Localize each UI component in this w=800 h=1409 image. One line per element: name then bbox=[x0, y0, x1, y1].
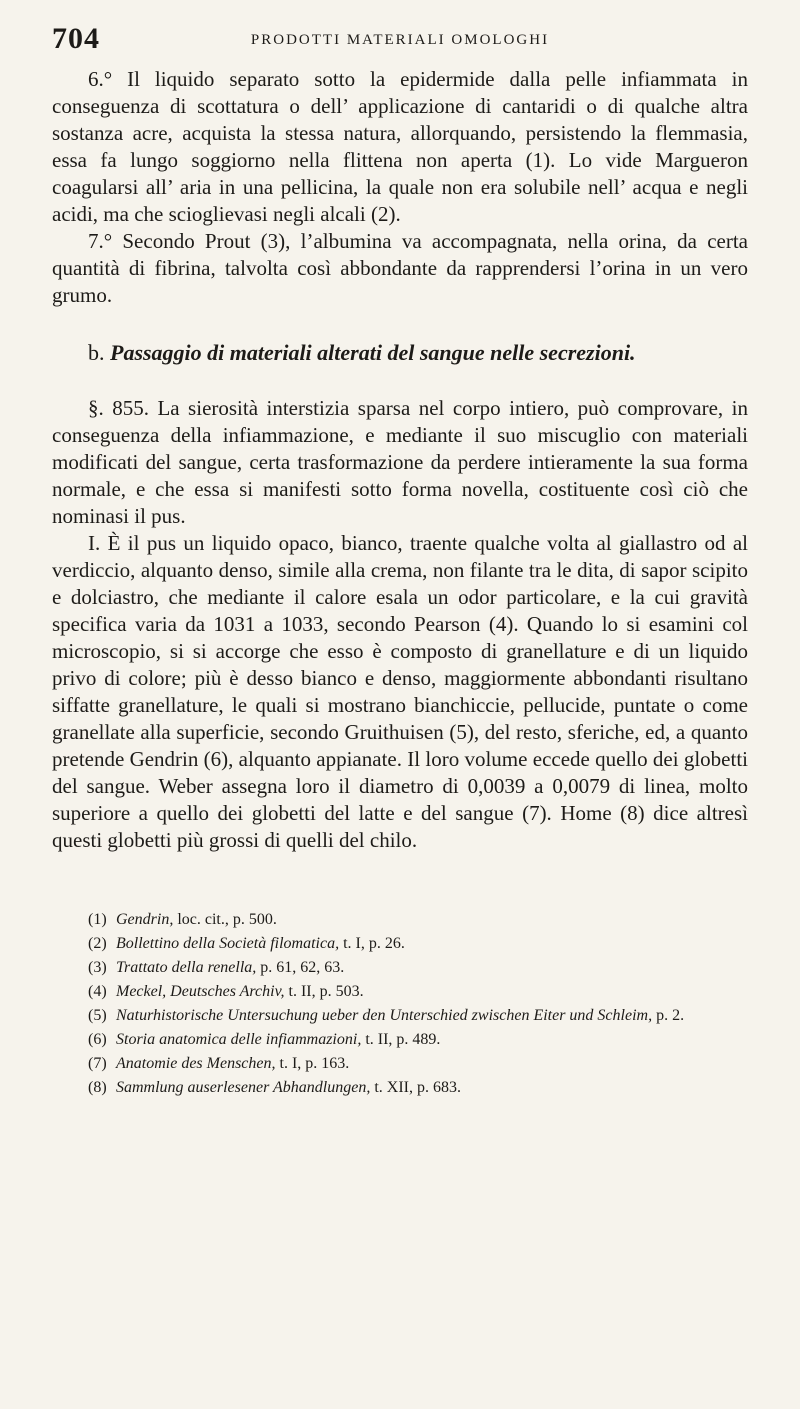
footnote-source: Meckel, Deutsches Archiv, bbox=[116, 983, 285, 1000]
footnote bbox=[88, 1028, 748, 1052]
footnote-reference: loc. cit., p. 500. bbox=[173, 911, 277, 928]
footnote-source: Anatomie des Menschen, bbox=[116, 1055, 276, 1072]
footnotes bbox=[52, 908, 748, 1100]
footnote bbox=[88, 956, 748, 980]
footnote-number: (4) bbox=[88, 983, 107, 1000]
footnote-source: Bollettino della Società filomatica, bbox=[116, 935, 340, 952]
footnote-number: (3) bbox=[88, 959, 107, 976]
footnote-reference: t. I, p. 163. bbox=[275, 1055, 350, 1072]
footnote-reference: p. 61, 62, 63. bbox=[256, 959, 345, 976]
footnote-number: (8) bbox=[88, 1079, 107, 1096]
footnote bbox=[88, 980, 748, 1004]
footnote-reference: t. XII, p. 683. bbox=[370, 1079, 461, 1096]
footnote-reference: p. 2. bbox=[652, 1007, 685, 1024]
page-number: 704 bbox=[52, 22, 100, 55]
footnote-source: Trattato della renella, bbox=[116, 959, 257, 976]
footnote-number: (2) bbox=[88, 935, 107, 952]
footnote bbox=[88, 908, 748, 932]
section-heading bbox=[52, 339, 748, 367]
footnote-reference: t. II, p. 489. bbox=[361, 1031, 441, 1048]
footnote-reference: t. I, p. 26. bbox=[339, 935, 405, 952]
footnote-number: (7) bbox=[88, 1055, 107, 1072]
footnote-source: Naturhistorische Untersuchung ueber den Unterschied zwischen Eiter und Schleim, bbox=[116, 1007, 653, 1024]
running-title: PRODOTTI MATERIALI OMOLOGHI bbox=[250, 32, 550, 48]
footnote-source: Storia anatomica delle infiammazioni, bbox=[116, 1031, 362, 1048]
paragraph-855: §. 855. La sierosità interstizia sparsa nel corpo intiero, può comprovare, in conseguenza della infiammazione, e mediante il suo miscuglio con materiali modificati del sangue, certa trasformazione da perdere intieramente la sua forma normale, e che essa si manifesti sotto forma novella, costituente così ciò che nominasi il pus. bbox=[52, 396, 748, 528]
footnote bbox=[88, 1004, 748, 1028]
paragraph-6: 6.° Il liquido separato sotto la epidermide dalla pelle infiammata in conseguenza di scottatura o dell’ applicazione di cantaridi o di qualche altra sostanza acre, acquista la stessa natura, allorquando, persistendo la flemmasia, essa fa lungo soggiorno nella flittena non aperta (1). Lo vide Margueron coagularsi all’ aria in una pellicina, la quale non era solubile nell’ acqua e negli acidi, ma che scioglievasi negli alcali (2). bbox=[52, 67, 748, 226]
footnote bbox=[88, 1052, 748, 1076]
footnote-reference: t. II, p. 503. bbox=[284, 983, 364, 1000]
main-text bbox=[52, 66, 748, 309]
footnote-number: (1) bbox=[88, 911, 107, 928]
page-header bbox=[52, 22, 748, 66]
footnote-number: (5) bbox=[88, 1007, 107, 1024]
footnote-source: Sammlung auserlesener Abhandlungen, bbox=[116, 1079, 371, 1096]
footnote bbox=[88, 1076, 748, 1100]
section-title: Passaggio di materiali alterati del sangue nelle secrezioni. bbox=[110, 340, 636, 365]
footnote-number: (6) bbox=[88, 1031, 107, 1048]
footnote bbox=[88, 932, 748, 956]
section-label: b. bbox=[88, 340, 105, 365]
paragraph-7: 7.° Secondo Prout (3), l’albumina va accompagnata, nella orina, da certa quantità di fibrina, talvolta così abbondante da rapprendersi l’orina in un vero grumo. bbox=[52, 229, 748, 307]
main-text-continued bbox=[52, 395, 748, 854]
footnote-source: Gendrin, bbox=[116, 911, 174, 928]
paragraph-pus-description: I. È il pus un liquido opaco, bianco, traente qualche volta al giallastro od al verdiccio, alquanto denso, simile alla crema, non filante tra le dita, di sapor scipito e dolciastro, che mediante il calore esala un odor particolare, e la cui gravità specifica varia da 1031 a 1033, secondo Pearson (4). Quando lo si esamini col microscopio, si si accorge che esso è composto di granellature e di un liquido privo di colore; più è desso bianco e denso, maggiormente abbondanti risultano siffatte granellature, le quali si mostrano bianchiccie, pellucide, puntate o come granellate alla superficie, secondo Gruithuisen (5), del resto, sferiche, ed, a quanto pretende Gendrin (6), alquanto appianate. Il loro volume eccede quello dei globetti del sangue. Weber assegna loro il diametro di 0,0039 a 0,0079 di linea, molto superiore a quello dei globetti del latte e del sangue (7). Home (8) dice altresì questi globetti più grossi di quelli del chilo. bbox=[52, 531, 748, 852]
